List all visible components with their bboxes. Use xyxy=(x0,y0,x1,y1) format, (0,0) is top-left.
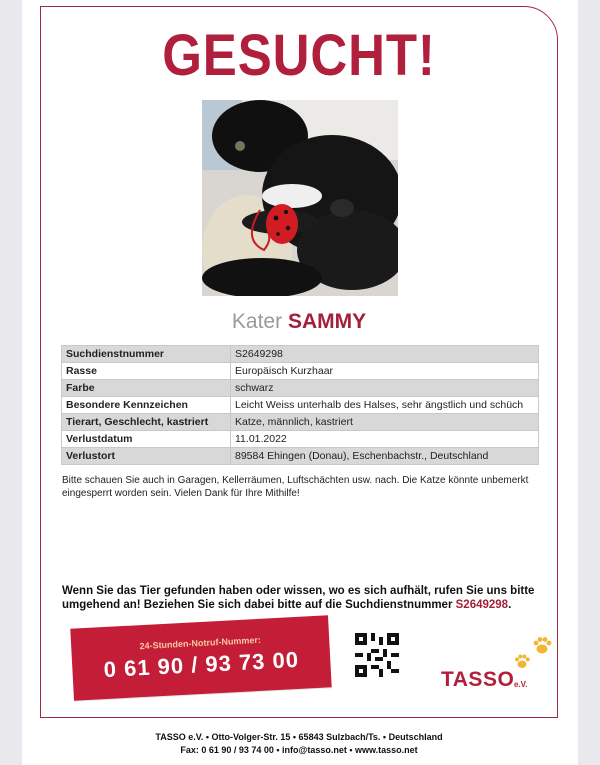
details-value: Leicht Weiss unterhalb des Halses, sehr ängstlich und schüch xyxy=(231,397,539,414)
poster-headline: GESUCHT! xyxy=(162,23,436,88)
details-table xyxy=(61,345,539,465)
details-row xyxy=(62,397,539,414)
details-key: Besondere Kennzeichen xyxy=(62,397,231,414)
hotline-phone[interactable]: 0 61 90 / 93 73 00 xyxy=(103,646,300,683)
hotline-banner xyxy=(70,615,331,700)
details-value: 89584 Ehingen (Donau), Eschenbachstr., Deutschland xyxy=(231,448,539,465)
details-value: Europäisch Kurzhaar xyxy=(231,363,539,380)
details-value: Katze, männlich, kastriert xyxy=(231,414,539,431)
footer xyxy=(40,731,558,757)
details-row xyxy=(62,431,539,448)
details-key: Tierart, Geschlecht, kastriert xyxy=(62,414,231,431)
details-key: Rasse xyxy=(62,363,231,380)
tasso-logo xyxy=(441,664,561,698)
footer-address: TASSO e.V. • Otto-Volger-Str. 15 • 65843 Sulzbach/Ts. • Deutschland xyxy=(155,732,443,742)
cat-photo-illustration xyxy=(202,100,398,296)
details-row xyxy=(62,346,539,363)
brand-suffix: e.V. xyxy=(514,680,528,689)
details-row xyxy=(62,380,539,397)
pet-name-prefix: Kater xyxy=(231,310,283,333)
details-key: Verlustdatum xyxy=(62,431,231,448)
appeal-text: Wenn Sie das Tier gefunden haben oder wissen, wo es sich aufhält, rufen Sie uns bitte umgehend an! Beziehen Sie sich dabei bitte auf die Suchdienstnummer xyxy=(62,585,535,611)
brand-name: TASSO xyxy=(441,668,515,691)
details-row xyxy=(62,414,539,431)
pet-name xyxy=(40,308,558,336)
appeal-number: S2649298 xyxy=(455,599,509,611)
paw-icon xyxy=(531,634,553,656)
qr-code[interactable] xyxy=(355,633,399,677)
details-key: Verlustort xyxy=(62,448,231,465)
pet-name-main: SAMMY xyxy=(287,310,367,333)
hotline-label: 24-Stunden-Notruf-Nummer: xyxy=(139,634,262,652)
details-value: 11.01.2022 xyxy=(231,431,539,448)
details-key: Farbe xyxy=(62,380,231,397)
details-row xyxy=(62,448,539,465)
details-row xyxy=(62,363,539,380)
appeal-end: . xyxy=(508,599,512,611)
search-note: Bitte schauen Sie auch in Garagen, Kellerräumen, Luftschächten usw. nach. Die Katze könnte unbemerkt eingesperrt worden sein. Vielen Dank für Ihre Mithilfe! xyxy=(62,475,529,499)
cat-photo xyxy=(202,100,398,296)
details-value: S2649298 xyxy=(231,346,539,363)
footer-contact: Fax: 0 61 90 / 93 74 00 • info@tasso.net • www.tasso.net xyxy=(180,745,418,755)
details-key: Suchdienstnummer xyxy=(62,346,231,363)
details-value: schwarz xyxy=(231,380,539,397)
contact-appeal xyxy=(62,584,542,612)
